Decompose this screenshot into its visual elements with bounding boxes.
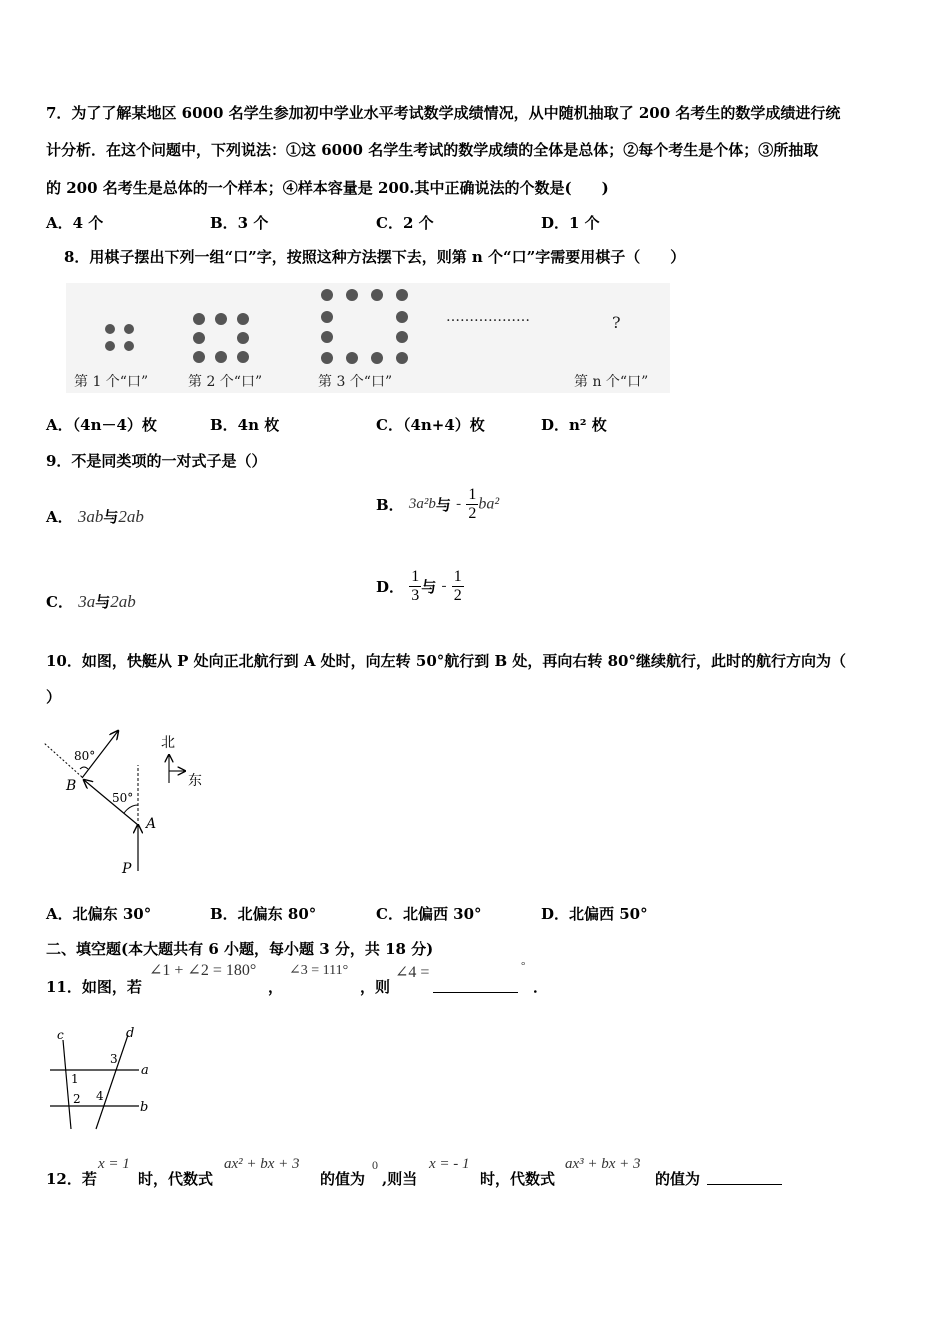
q8-option-c: C．（4n+4）枚 (376, 416, 485, 434)
q10-option-d: D．北偏西 50° (541, 905, 648, 923)
q11-line-d: d (126, 1026, 135, 1041)
q11-line-c: c (57, 1028, 64, 1042)
q8-label-2: 第 2 个“口” (188, 374, 263, 390)
q10-angle-80: 80° (74, 749, 96, 763)
q11-line-b: b (140, 1100, 149, 1115)
q9-option-d: D． $\frac{1}{3}$ 与 - $\frac{1}{2}$ (376, 568, 462, 604)
q12-answer-blank[interactable] (707, 1166, 782, 1185)
q7-option-a: A．4 个 (46, 214, 104, 232)
q11-angle-3: 3 (110, 1052, 118, 1066)
q7-line3: 的 200 名考生是总体的一个样本；④样本容量是 200.其中正确说法的个数是( ) (46, 179, 609, 197)
q10-angle-50: 50° (112, 791, 134, 805)
q7-option-d: D．1 个 (541, 214, 600, 232)
q10-option-a: A．北偏东 30° (46, 905, 152, 923)
q8-option-a: A．（4n－4）枚 (46, 416, 157, 434)
q10-point-p: P (122, 861, 132, 877)
q11-angle-4: 4 (96, 1089, 104, 1103)
q7-line2: 计分析．在这个问题中，下列说法：①这 6000 名学生考试的数学成绩的全体是总体；②每个考生是个体；③所抽取 (46, 141, 819, 159)
q7-option-c: C．2 个 (376, 214, 434, 232)
q11-answer-blank[interactable] (433, 974, 518, 993)
q8-label-1: 第 1 个“口” (74, 374, 149, 390)
q10-point-a: A (146, 816, 157, 832)
q10-figure (40, 725, 220, 885)
q7-option-b: B．3 个 (210, 214, 269, 232)
q10-line1: 10．如图，快艇从 P 处向正北航行到 A 处时，向左转 50°航行到 B 处，再向右转 80°继续航行，此时的航行方向为（ (46, 652, 846, 670)
q8-ellipsis: ……………… (446, 309, 530, 325)
q7-line1: 7．为了了解某地区 6000 名学生参加初中学业水平考试数学成绩情况，从中随机抽取了 200 名考生的数学成绩进行统 (46, 104, 841, 122)
q9-stem: 9．不是同类项的一对式子是（） (46, 452, 267, 470)
q10-point-b: B (66, 778, 77, 794)
section-2-heading: 二、填空题(本大题共有 6 小题，每小题 3 分，共 18 分) (46, 940, 434, 958)
q8-label-3: 第 3 个“口” (318, 374, 393, 390)
q8-option-b: B．4n 枚 (210, 416, 280, 434)
q10-north-label: 北 (161, 735, 175, 751)
q11-line-a: a (141, 1063, 149, 1078)
q10-option-b: B．北偏东 80° (210, 905, 317, 923)
q10-line2: ） (46, 688, 62, 706)
q9-option-b: B． 3a²b与 - $\frac{1}{2}$ ba² (376, 486, 500, 522)
q8-question-mark: ? (612, 313, 621, 332)
q10-option-c: C．北偏西 30° (376, 905, 482, 923)
q9-option-a: A． 3ab与2ab (46, 507, 144, 526)
q11-figure (44, 1025, 164, 1135)
q8-stem: 8．用棋子摆出下列一组“口”字，按照这种方法摆下去，则第 n 个“口”字需要用棋子（ ） (64, 248, 686, 266)
q11-angle-2: 2 (73, 1092, 81, 1106)
q10-east-label: 东 (188, 773, 202, 789)
q9-option-c: C． 3a与2ab (46, 592, 136, 611)
q8-option-d: D．n² 枚 (541, 416, 607, 434)
q8-label-n: 第 n 个“口” (574, 374, 649, 390)
q11-angle-1: 1 (71, 1072, 79, 1086)
q8-figure (66, 283, 670, 393)
